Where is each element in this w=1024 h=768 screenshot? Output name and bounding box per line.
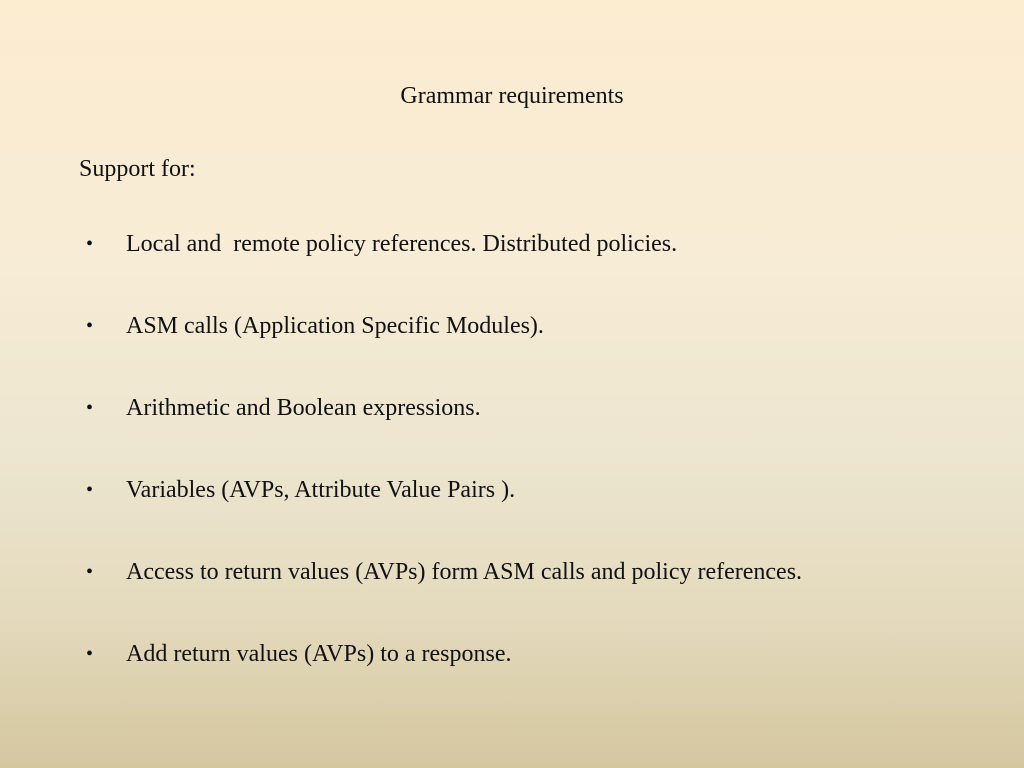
bullet-icon: •	[86, 397, 94, 419]
list-item	[86, 392, 481, 424]
bullet-text: Arithmetic and Boolean expressions.	[126, 395, 481, 421]
bullet-icon: •	[86, 479, 94, 501]
list-item	[86, 310, 544, 342]
bullet-text: Add return values (AVPs) to a response.	[126, 641, 512, 667]
bullet-icon: •	[86, 315, 94, 337]
bullet-text: ASM calls (Application Specific Modules).	[126, 313, 544, 339]
bullet-icon: •	[86, 233, 94, 255]
list-item	[86, 638, 512, 670]
list-item	[86, 556, 802, 588]
bullet-icon: •	[86, 561, 94, 583]
bullet-icon: •	[86, 643, 94, 665]
list-item	[86, 474, 515, 506]
list-item	[86, 228, 677, 260]
bullet-text: Local and remote policy references. Distributed policies.	[126, 231, 678, 257]
intro-text: Support for:	[79, 156, 196, 182]
bullet-text: Variables (AVPs, Attribute Value Pairs ).	[126, 477, 516, 503]
bullet-text: Access to return values (AVPs) form ASM calls and policy references.	[126, 559, 803, 585]
slide-title: Grammar requirements	[400, 83, 624, 109]
